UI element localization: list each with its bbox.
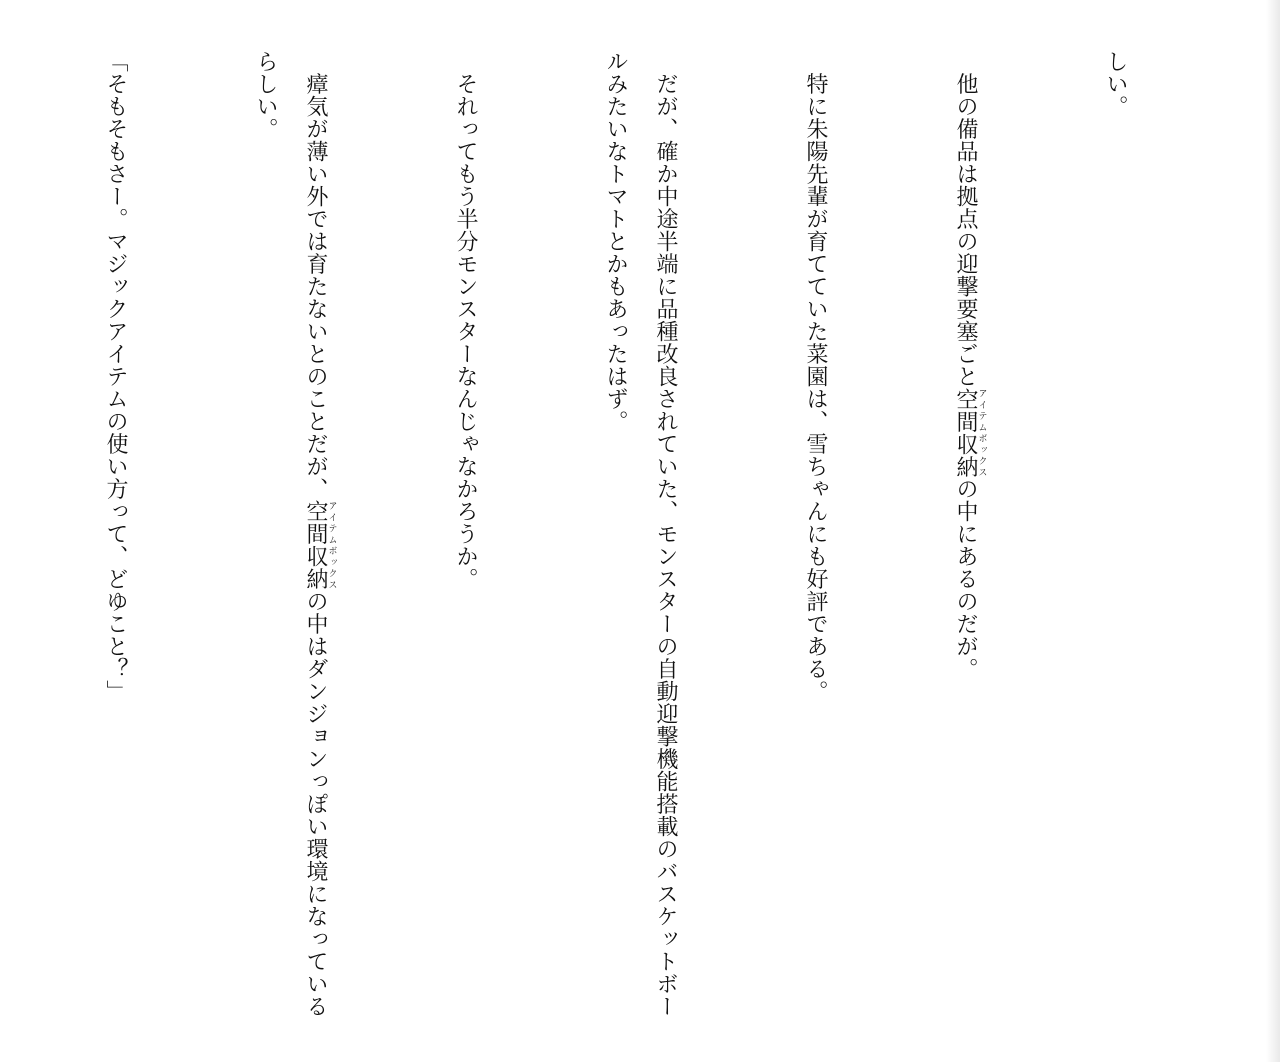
paragraph: しい。 <box>1103 50 1128 118</box>
page-edge-shadow <box>1266 0 1280 1062</box>
paragraph: 「そもそもさー。マジックアイテムの使い方って、どゆこと？」 <box>103 50 128 703</box>
paragraph: 特に朱陽先輩が育てていた菜園は、雪ちゃんにも好評である。 <box>803 50 828 703</box>
paragraph-text-after: の中はダンジョンっぽい環境になっているらしい。 <box>253 50 328 1018</box>
paragraph-text-after: の中にあるのだが。 <box>953 477 978 680</box>
ruby-reading: アイテムボックス <box>326 500 337 590</box>
vertical-text-body <box>40 50 1240 1030</box>
paragraph: だが、確か中途半端に品種改良されていた、モンスターの自動迎撃機能搭載のバスケットボールみたいなトマトとかもあったはず。 <box>603 50 678 1018</box>
paragraph-text: 他の備品は拠点の迎撃要塞ごと <box>953 50 978 388</box>
ruby-base: 空間収納 <box>303 500 328 590</box>
paragraph-text: 瘴気が薄い外では育たないとのことだが、 <box>303 50 328 500</box>
paragraph: それってもう半分モンスターなんじゃなかろうか。 <box>453 50 478 590</box>
ruby-annotation <box>303 500 337 590</box>
ruby-base: 空間収納 <box>953 387 978 478</box>
ruby-annotation <box>953 387 987 478</box>
paragraph <box>240 50 340 1030</box>
ruby-reading: アイテムボックス <box>976 387 987 478</box>
paragraph <box>940 50 990 1030</box>
